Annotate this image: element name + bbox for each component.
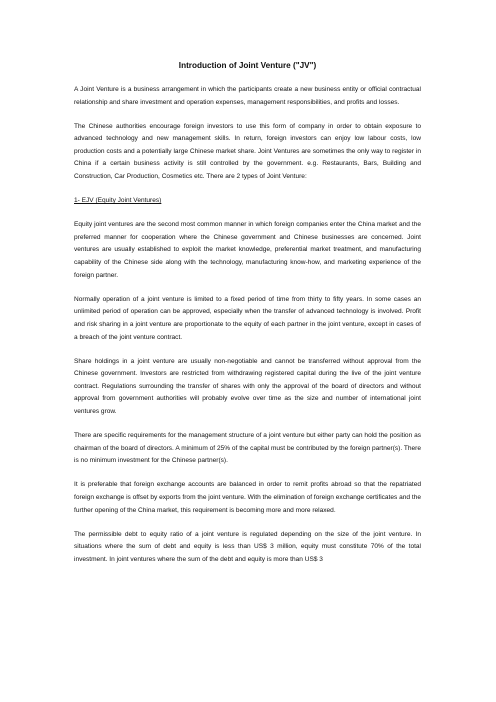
paragraph-share-holdings: Share holdings in a joint venture are usually non-negotiable and cannot be transferred without approval from the Chinese government. Investors are restricted from withdrawing registered capital during the live of the joint venture contract. Regulations surrounding the transfer of shares with only the approval of the board of directors and without approval from government authorities will probably evolve over time as the size and number of international joint ventures grow. <box>74 357 421 415</box>
paragraph-chinese-authorities: The Chinese authorities encourage foreign investors to use this form of company in order to obtain exposure to advanced technology and new management skills. In return, foreign investors can enjoy low labour costs, low production costs and a potentially large Chinese market share. Joint Ventures are sometimes the only way to register in China if a certain business activity is still controlled by the government. e.g. Restaurants, Bars, Building and Construction, Car Production, Cosmetics etc. There are 2 types of Joint Venture: <box>74 122 421 181</box>
paragraph-equity-joint-ventures: Equity joint ventures are the second most common manner in which foreign companies enter the China market and the preferred manner for cooperation where the Chinese government and Chinese businesses are concerned. Joint ventures are usually established to exploit the market knowledge, preferential market treatment, and manufacturing capability of the Chinese side along with the technology, manufacturing know-how, and marketing experience of the foreign partner. <box>74 221 421 279</box>
paragraph-management-structure: There are specific requirements for the management structure of a joint venture but either party can hold the position as chairman of the board of directors. A minimum of 25% of the capital must be contributed by the foreign partner(s). There is no minimum investment for the Chinese partner(s). <box>74 432 421 465</box>
paragraph-foreign-exchange: It is preferable that foreign exchange accounts are balanced in order to remit profits abroad so that the repatriated foreign exchange is offset by exports from the joint venture. With the elimination of foreign exchange certificates and the further opening of the China market, this requirement is becoming more and more relaxed. <box>74 481 421 514</box>
document-title: Introduction of Joint Venture ("JV") <box>178 61 317 70</box>
section-heading-ejv: 1- EJV (Equity Joint Ventures) <box>74 197 162 205</box>
paragraph-operation-period: Normally operation of a joint venture is limited to a fixed period of time from thirty to fifty years. In some cases an unlimited period of operation can be approved, especially when the transfer of advanced technology is involved. Profit and risk sharing in a joint venture are proportionate to the equity of each partner in the joint venture, except in cases of a breach of the joint venture contract. <box>74 295 421 341</box>
paragraph-debt-equity-ratio: The permissible debt to equity ratio of a joint venture is regulated depending on the size of the joint venture. In situations where the sum of debt and equity is less than US$ 3 million, equity must constitute 70% of the total investment. In joint ventures where the sum of the debt and equity is more than US$ 3 <box>74 530 421 563</box>
paragraph-definition: A Joint Venture is a business arrangement in which the participants create a new business entity or official contractual relationship and share investment and operation expenses, management responsibilities, and profits and losses. <box>74 86 421 106</box>
document-body <box>74 60 421 578</box>
